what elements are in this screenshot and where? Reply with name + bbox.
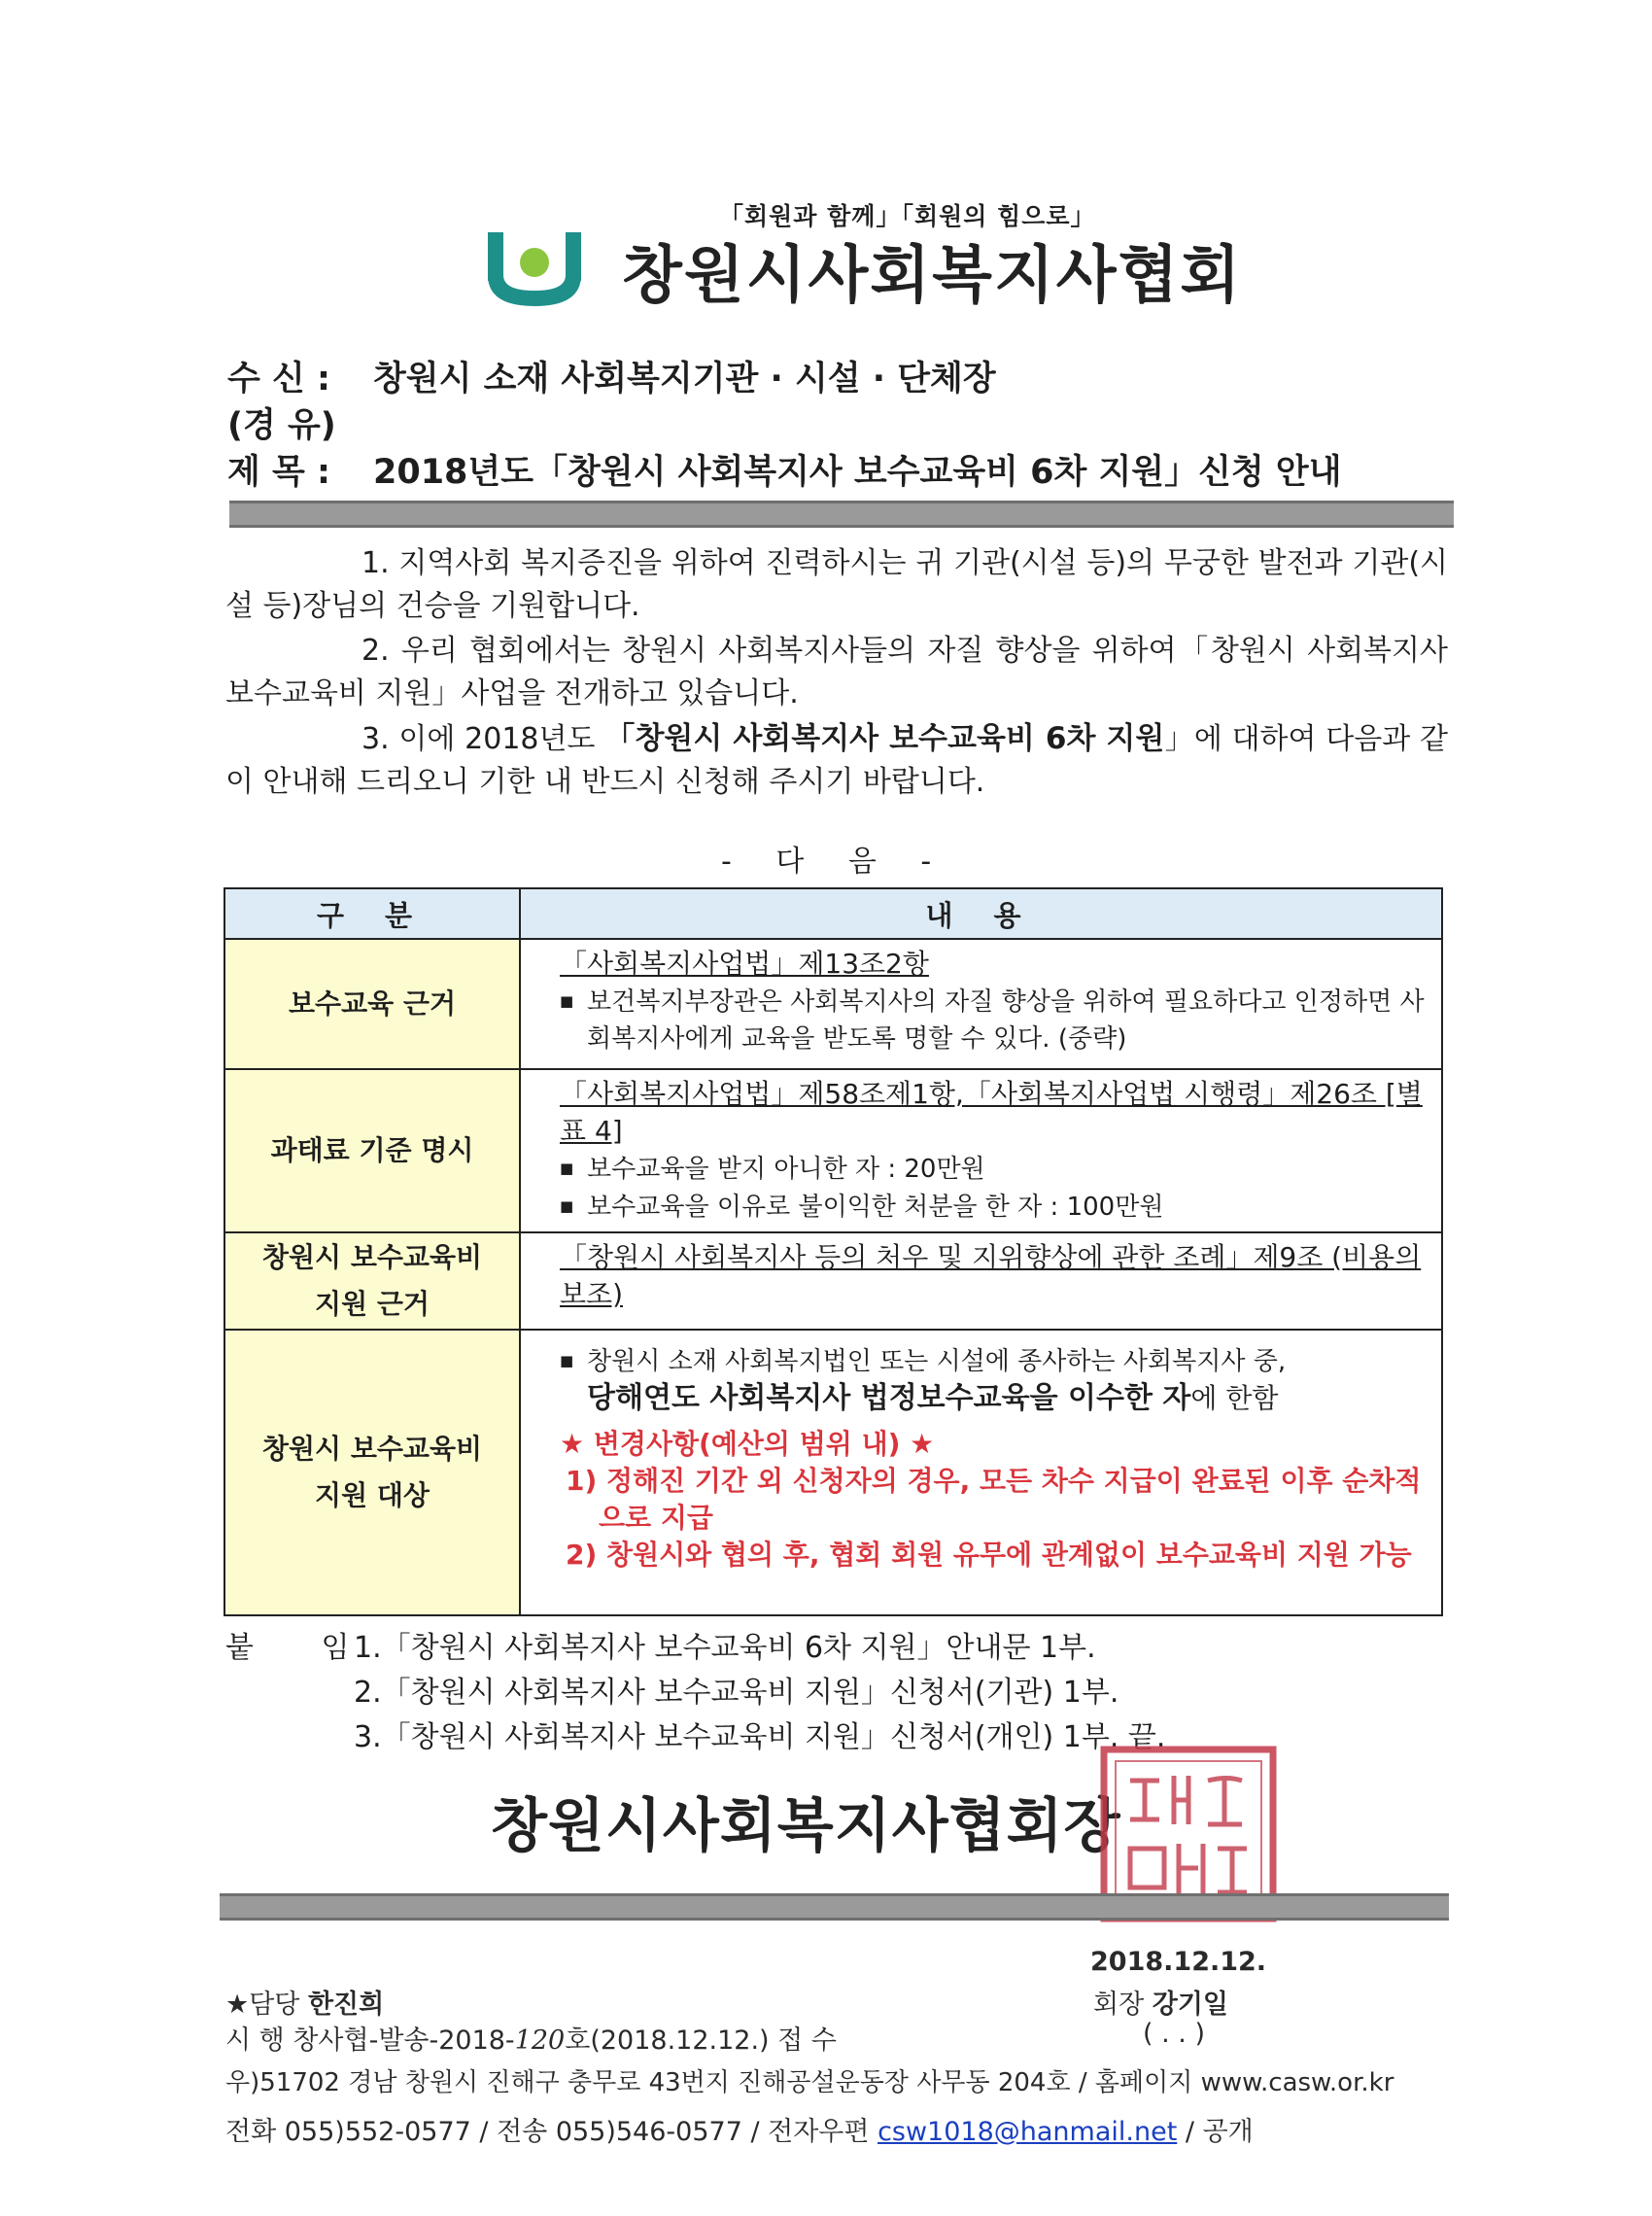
receipt-blank: ( . . ): [1143, 2019, 1205, 2049]
bullet-item: ■ 창원시 소재 사회복지법인 또는 시설에 종사하는 사회복지사 중, 당해연도 사회복지사 법정보수교육을 이수한 자에 한함: [560, 1342, 1426, 1418]
enforcement-line: 시 행 창사협-발송-2018-120호(2018.12.12.) 접 수: [225, 2026, 837, 2056]
bullet-item: ■ 보건복지부장관은 사회복지사의 자질 향상을 위하여 필요하다고 인정하면 사회복지사에게 교육을 받도록 명할 수 있다. (중략): [560, 983, 1426, 1057]
attachment-item: 2.「창원시 사회복지사 보수교육비 지원」신청서(기관) 1부.: [354, 1676, 1119, 1710]
chairman: 회장 강기일: [1093, 1990, 1229, 2020]
eligibility-highlight: 당해연도 사회복지사 법정보수교육을 이수한 자: [587, 1381, 1191, 1415]
address: 우)51702 경남 창원시 진해구 충무로 43번지 진해공설운동장 사무동 204호 / 홈페이지 www.casw.or.kr: [225, 2068, 1394, 2097]
col-category-header: 구 분: [224, 888, 520, 939]
bullet-item: ■ 보수교육을 받지 아니한 자 : 20만원: [560, 1150, 1426, 1188]
contact-info: 전화 055)552-0577 / 전송 055)546-0577 / 전자우편 csw1018@hanmail.net / 공개: [225, 2117, 1254, 2147]
attachments-label: 붙 임: [225, 1631, 379, 1665]
paragraph-2: 2. 우리 협회에서는 창원시 사회복지사들의 자질 향상을 위하여「창원시 사회복지사 보수교육비 지원」사업을 전개하고 있습니다.: [225, 634, 1448, 710]
subject-line: [227, 445, 1342, 494]
bullet-item: ■ 보수교육을 이유로 불이익한 처분을 한 자 : 100만원: [560, 1188, 1426, 1226]
contact-person: ★담당 한진희: [225, 1990, 385, 2020]
row-content: [520, 1232, 1442, 1330]
change-item-1: 1) 정해진 기간 외 신청자의 경우, 모든 차수 지급이 완료된 이후 순차적으로 지급: [566, 1465, 1422, 1534]
paragraph-1: 1. 지역사회 복지증진을 위하여 진력하시는 귀 기관(시설 등)의 무궁한 발전과 기관(시설 등)장님의 건승을 기원합니다.: [225, 546, 1448, 623]
change-item-2: 2) 창원시와 협의 후, 협회 회원 유무에 관계없이 보수교육비 지원 가능: [566, 1539, 1412, 1571]
email-link[interactable]: csw1018@hanmail.net: [878, 2117, 1178, 2147]
law-reference: 「사회복지사업법」제13조2항: [560, 948, 929, 980]
row-content: [520, 1069, 1442, 1232]
paragraph-3: 3. 이에 2018년도 「창원시 사회복지사 보수교육비 6차 지원」에 대하여 다음과 같이 안내해 드리오니 기한 내 반드시 신청해 주시기 바랍니다.: [225, 721, 1448, 799]
table-row: [224, 1330, 1442, 1615]
recipient-label: 수 신 :: [227, 360, 330, 398]
row-label: 보수교육 근거: [224, 939, 520, 1069]
law-reference: 「사회복지사업법」제58조제1항,「사회복지사업법 시행령」제26조 [별표 4]: [560, 1078, 1423, 1147]
doc-date: 2018.12.12.: [1090, 1947, 1267, 1977]
contact-name: 한진희: [307, 1990, 385, 2020]
handwritten-number: 120: [514, 2026, 566, 2056]
col-content-header: 내 용: [520, 888, 1442, 939]
table-header-row: [224, 888, 1442, 939]
table-row: [224, 1069, 1442, 1232]
info-table: [224, 887, 1443, 1616]
row-label: 창원시 보수교육비 지원 대상: [224, 1330, 520, 1615]
subject-value: 2018년도「창원시 사회복지사 보수교육비 6차 지원」신청 안내: [373, 453, 1342, 492]
signature: 창원시사회복지사협회장: [491, 1792, 1121, 1860]
subject-label: 제 목 :: [227, 453, 330, 492]
next-label: - 다 음 -: [721, 845, 949, 879]
chairman-name: 강기일: [1152, 1990, 1229, 2020]
table-row: [224, 1232, 1442, 1330]
paragraph-3-highlight: 「창원시 사회복지사 보수교육비 6차 지원: [604, 721, 1165, 756]
attachment-item: 3.「창원시 사회복지사 보수교육비 지원」신청서(개인) 1부. 끝.: [354, 1720, 1166, 1754]
row-content: [520, 939, 1442, 1069]
attachments: [225, 1623, 1294, 1759]
footer-divider: [220, 1893, 1449, 1921]
body-text: [225, 542, 1448, 806]
org-title: 창원시사회복지사협회: [622, 240, 1243, 312]
law-reference: 「창원시 사회복지사 등의 처우 및 지위향상에 관한 조례」제9조 (비용의 보조): [560, 1241, 1422, 1310]
row-label: 과태료 기준 명시: [224, 1069, 520, 1232]
via-line: (경 유): [227, 406, 336, 445]
header-divider: [229, 501, 1454, 528]
recipient-line: [227, 352, 996, 400]
association-logo-icon: [486, 230, 583, 306]
slogan: 「회원과 함께」「회원의 힘으로」: [719, 202, 1096, 230]
change-title: ★ 변경사항(예산의 범위 내) ★: [560, 1428, 935, 1460]
attachment-item: 1.「창원시 사회복지사 보수교육비 6차 지원」안내문 1부.: [354, 1631, 1096, 1665]
row-content: [520, 1330, 1442, 1615]
table-row: [224, 939, 1442, 1069]
recipient-value: 창원시 소재 사회복지기관 · 시설 · 단체장: [373, 360, 996, 398]
row-label: 창원시 보수교육비 지원 근거: [224, 1232, 520, 1330]
